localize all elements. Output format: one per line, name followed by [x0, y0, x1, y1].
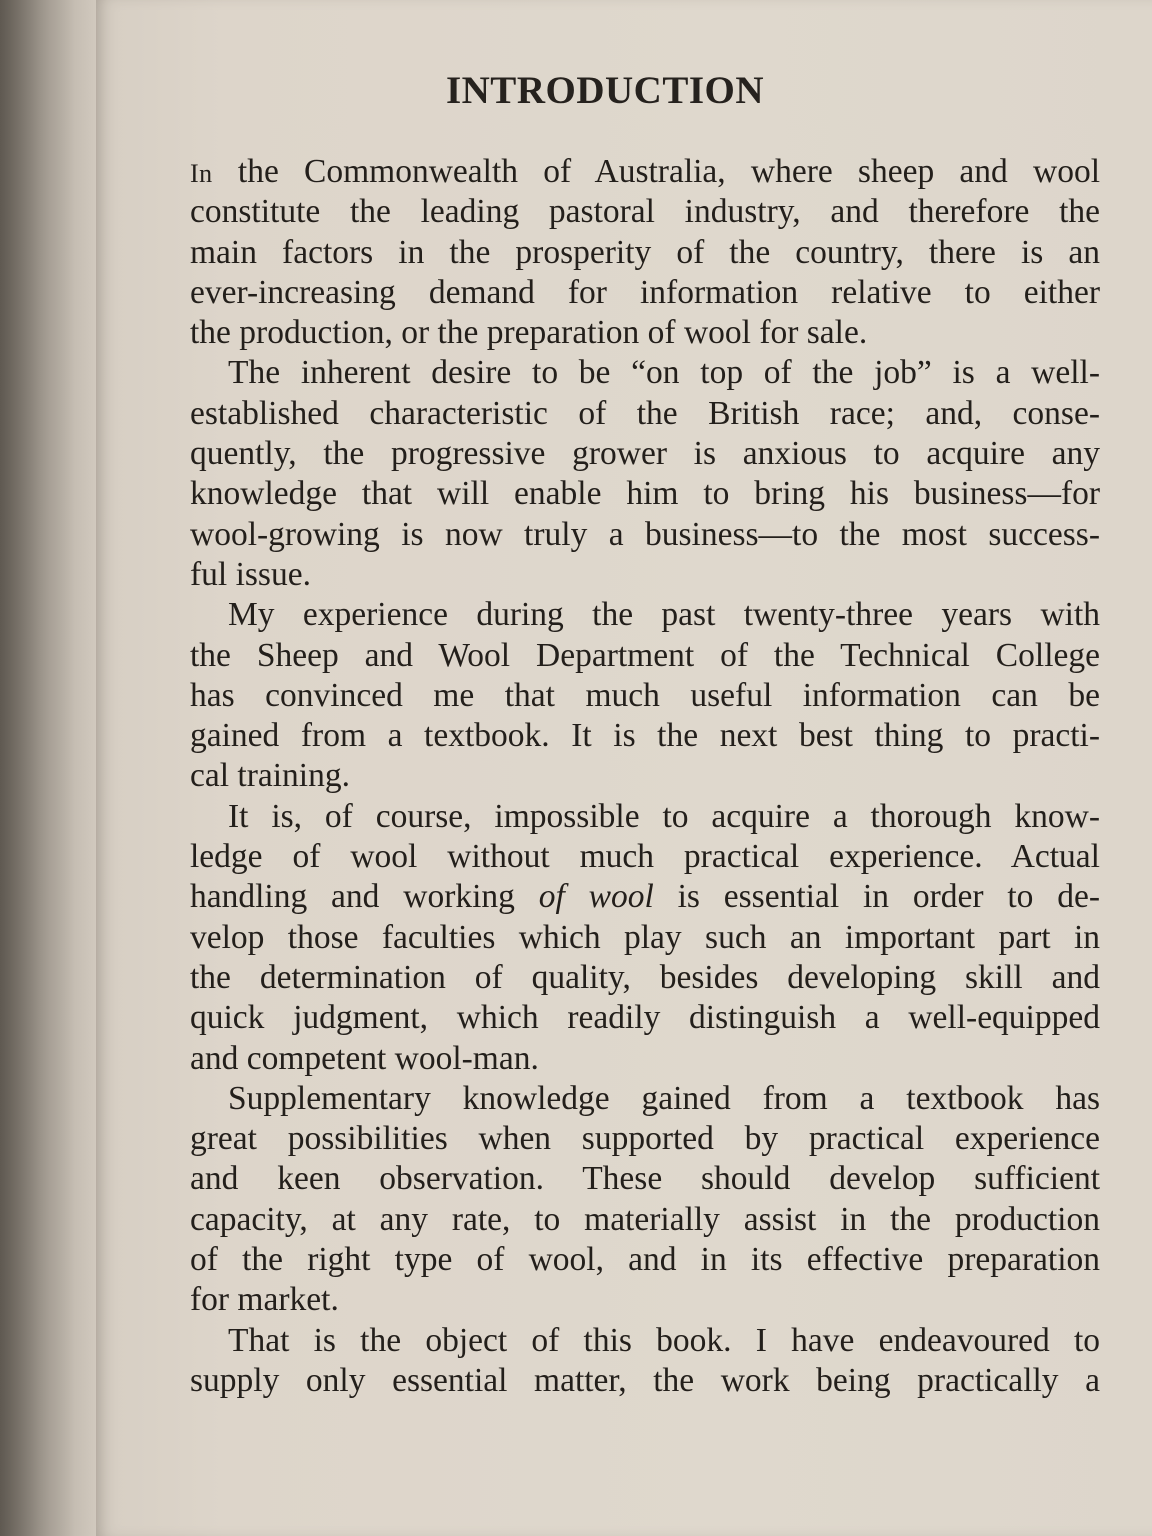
text-line: constitute the leading pastoral industry, and therefore the: [190, 193, 1100, 231]
paragraph-5: [190, 1079, 1100, 1321]
text-line: ful issue.: [190, 555, 311, 593]
text-line: velop those faculties which play such an important part in: [190, 918, 1100, 956]
body-text: [190, 152, 1100, 1401]
text-line: established characteristic of the British race; and, conse-: [190, 394, 1100, 432]
text-line: The inherent desire to be “on top of the job” is a well-: [228, 354, 1100, 392]
text-line: My experience during the past twenty-three years with: [228, 596, 1100, 634]
text-line: and competent wool-man.: [190, 1039, 539, 1077]
text-line: cal training.: [190, 757, 350, 795]
text-line: for market.: [190, 1281, 339, 1319]
paragraph-6: [190, 1321, 1100, 1402]
text-line: In the Commonwealth of Australia, where sheep and wool: [190, 153, 1100, 190]
text-line: handling and working of wool is essential in order to de-: [190, 878, 1100, 916]
text-line: capacity, at any rate, to materially assist in the production: [190, 1200, 1100, 1238]
paragraph-4: [190, 797, 1100, 1079]
text-line: great possibilities when supported by practical experience: [190, 1120, 1100, 1158]
text-line: of the right type of wool, and in its effective preparation: [190, 1241, 1100, 1279]
small-caps-lead-word: In: [190, 159, 213, 188]
page-heading: INTRODUCTION: [445, 69, 765, 112]
text-line: main factors in the prosperity of the country, there is an: [190, 233, 1100, 271]
text-line: the production, or the preparation of wool for sale.: [190, 314, 868, 352]
text-line: Supplementary knowledge gained from a textbook has: [228, 1079, 1100, 1117]
text-line: has convinced me that much useful information can be: [190, 676, 1100, 714]
text-line: That is the object of this book. I have endeavoured to: [228, 1321, 1100, 1359]
text-line: the Sheep and Wool Department of the Technical College: [190, 636, 1100, 674]
text-line: ledge of wool without much practical experience. Actual: [190, 838, 1100, 876]
italic-phrase: of wool: [538, 878, 654, 916]
text-line: the determination of quality, besides developing skill and: [190, 958, 1100, 996]
paragraph-2: [190, 353, 1100, 595]
text-line: and keen observation. These should develop sufficient: [190, 1160, 1100, 1198]
paragraph-1: [190, 152, 1100, 353]
text-line: ever-increasing demand for information relative to either: [190, 273, 1100, 311]
text-line: quick judgment, which readily distinguish a well-equipped: [190, 999, 1100, 1037]
text-line: quently, the progressive grower is anxious to acquire any: [190, 435, 1100, 473]
text-line: wool-growing is now truly a business—to the most success-: [190, 515, 1100, 553]
text-line: supply only essential matter, the work being practically a: [190, 1361, 1100, 1399]
text-line: It is, of course, impossible to acquire a thorough know-: [228, 797, 1100, 835]
text-line: gained from a textbook. It is the next best thing to practi-: [190, 717, 1100, 755]
paragraph-3: [190, 595, 1100, 796]
text-line: knowledge that will enable him to bring his business—for: [190, 475, 1100, 513]
book-gutter-shadow: [0, 0, 110, 1536]
